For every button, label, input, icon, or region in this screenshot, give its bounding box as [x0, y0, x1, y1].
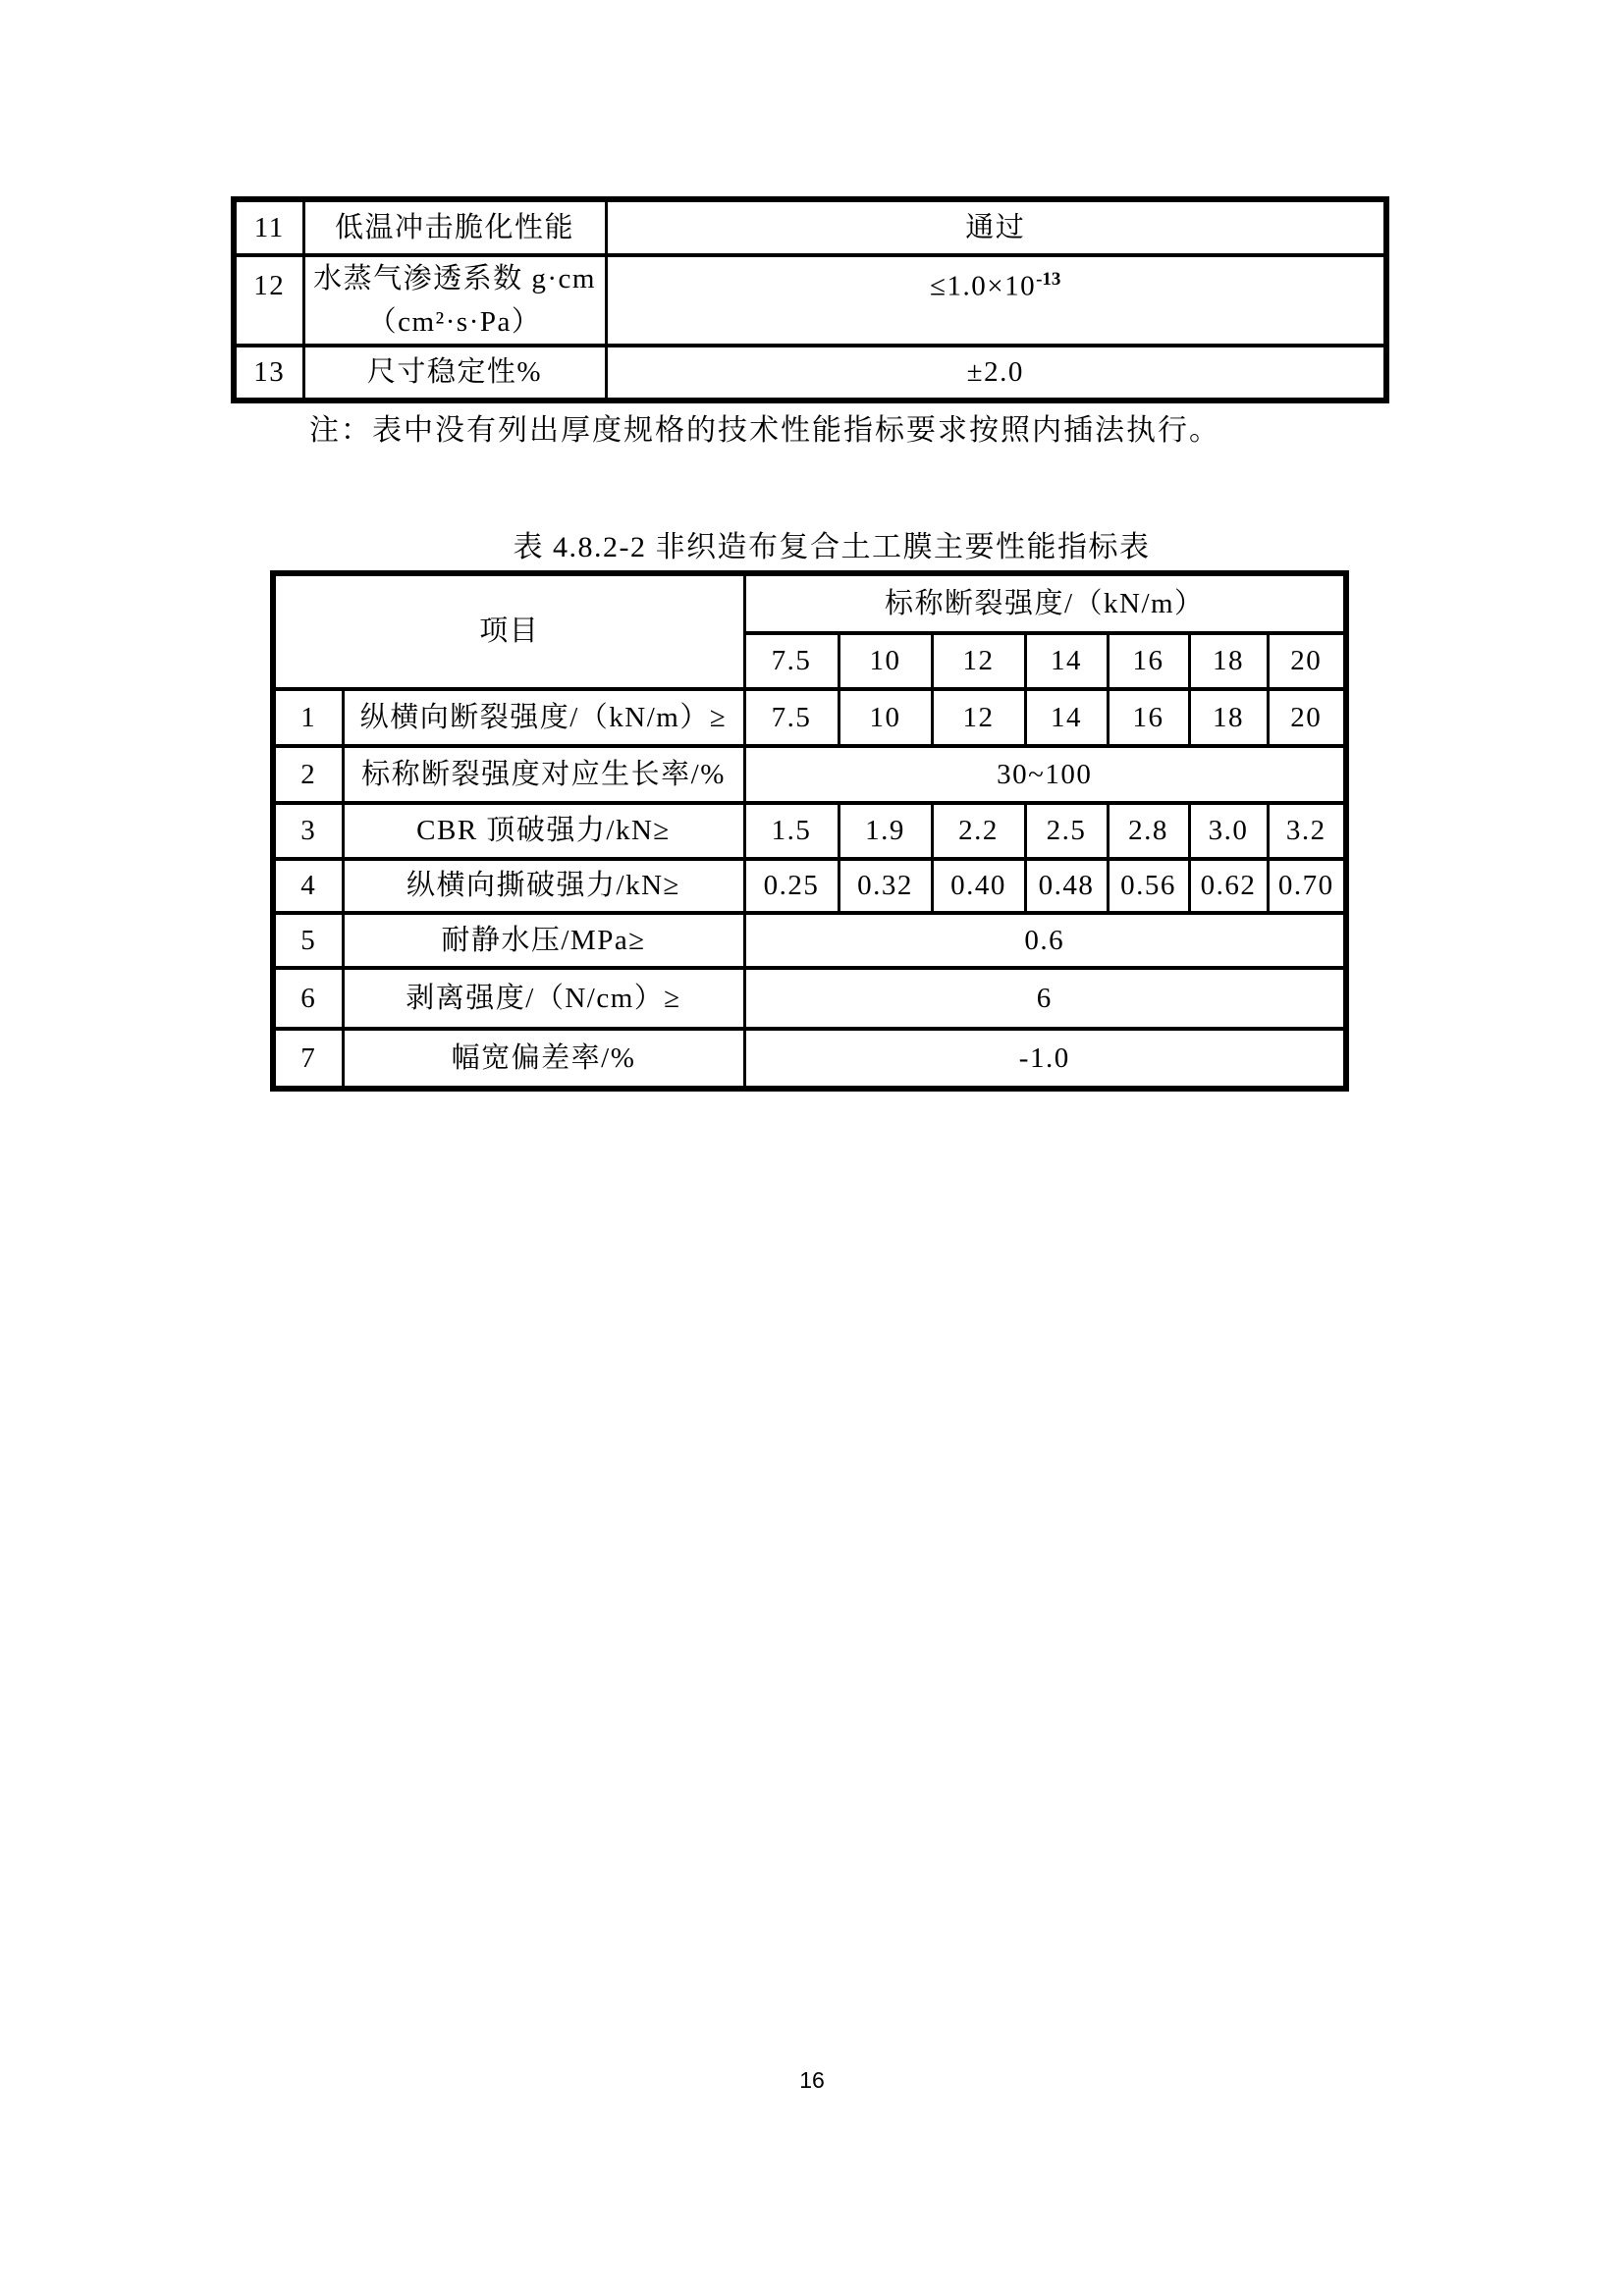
item-name-cell — [303, 255, 606, 346]
item-value-cell: 通过 — [606, 199, 1386, 255]
table-row — [273, 746, 1346, 803]
item-name-cell: 剥离强度/（N/cm）≥ — [343, 968, 744, 1029]
row-number-cell: 6 — [273, 968, 343, 1029]
header-col-cell: 10 — [839, 633, 932, 689]
row-number-cell: 3 — [273, 803, 343, 859]
item-value-cell: 3.0 — [1189, 803, 1268, 859]
table-row — [273, 1029, 1346, 1089]
table-row — [273, 803, 1346, 859]
item-value-cell: 20 — [1268, 689, 1346, 746]
table-row — [273, 913, 1346, 968]
item-value-span-cell: 6 — [744, 968, 1346, 1029]
item-value-span-cell: 30~100 — [744, 746, 1346, 803]
item-value-cell: 1.5 — [744, 803, 839, 859]
page-number: 16 — [799, 2067, 825, 2093]
item-value-cell: 7.5 — [744, 689, 839, 746]
item-value-cell: 12 — [932, 689, 1025, 746]
item-value-cell: 16 — [1108, 689, 1189, 746]
row-number-cell: 12 — [234, 255, 303, 346]
item-value-cell: 0.40 — [932, 859, 1025, 913]
row-number-cell: 5 — [273, 913, 343, 968]
item-value-cell: 1.9 — [839, 803, 932, 859]
table-header-row — [273, 573, 1346, 633]
header-group-cell: 标称断裂强度/（kN/m） — [744, 573, 1346, 633]
item-value-cell: 2.5 — [1025, 803, 1108, 859]
geomembrane-performance-table — [270, 570, 1349, 1092]
table-row — [234, 199, 1386, 255]
row-number-cell: 4 — [273, 859, 343, 913]
row-number-cell: 11 — [234, 199, 303, 255]
row-number-cell: 2 — [273, 746, 343, 803]
item-name-cell: CBR 顶破强力/kN≥ — [343, 803, 744, 859]
table-row — [234, 346, 1386, 400]
item-value-cell: ±2.0 — [606, 346, 1386, 400]
item-value-exponent: -13 — [1036, 269, 1061, 290]
item-value-cell: 0.25 — [744, 859, 839, 913]
item-name-line1: 水蒸气渗透系数 g·cm — [313, 263, 596, 294]
row-number-cell: 13 — [234, 346, 303, 400]
header-item-cell: 项目 — [273, 573, 744, 689]
table-row — [273, 968, 1346, 1029]
item-value-cell: 0.48 — [1025, 859, 1108, 913]
item-name-cell: 幅宽偏差率/% — [343, 1029, 744, 1089]
table-title: 表 4.8.2-2 非织造布复合土工膜主要性能指标表 — [513, 531, 1151, 563]
item-value-cell: 14 — [1025, 689, 1108, 746]
item-value-base: ≤1.0×10 — [930, 270, 1037, 302]
header-col-cell: 14 — [1025, 633, 1108, 689]
row-number-cell: 7 — [273, 1029, 343, 1089]
item-value-cell: 18 — [1189, 689, 1268, 746]
item-name-cell: 低温冲击脆化性能 — [303, 199, 606, 255]
header-col-cell: 16 — [1108, 633, 1189, 689]
item-value-span-cell: -1.0 — [744, 1029, 1346, 1089]
item-value-cell: 2.2 — [932, 803, 1025, 859]
table-row — [273, 689, 1346, 746]
table-row — [234, 255, 1386, 346]
item-value-cell: 2.8 — [1108, 803, 1189, 859]
table-row — [273, 859, 1346, 913]
item-name-cell: 纵横向断裂强度/（kN/m）≥ — [343, 689, 744, 746]
header-col-cell: 12 — [932, 633, 1025, 689]
item-value-cell: 3.2 — [1268, 803, 1346, 859]
item-name-cell: 标称断裂强度对应生长率/% — [343, 746, 744, 803]
item-value-cell: 0.70 — [1268, 859, 1346, 913]
item-value-cell — [606, 255, 1386, 346]
item-value-cell: 0.32 — [839, 859, 932, 913]
item-value-span-cell: 0.6 — [744, 913, 1346, 968]
item-value-cell: 0.56 — [1108, 859, 1189, 913]
header-col-cell: 18 — [1189, 633, 1268, 689]
header-col-cell: 20 — [1268, 633, 1346, 689]
row-number-cell: 1 — [273, 689, 343, 746]
header-col-cell: 7.5 — [744, 633, 839, 689]
table-note: 注：表中没有列出厚度规格的技术性能指标要求按照内插法执行。 — [309, 414, 1220, 447]
item-name-cell: 耐静水压/MPa≥ — [343, 913, 744, 968]
upper-performance-table — [231, 196, 1389, 403]
item-value-cell: 0.62 — [1189, 859, 1268, 913]
item-name-cell: 纵横向撕破强力/kN≥ — [343, 859, 744, 913]
item-name-line2: （cm²·s·Pa） — [367, 306, 542, 338]
item-value-cell: 10 — [839, 689, 932, 746]
item-name-cell: 尺寸稳定性% — [303, 346, 606, 400]
